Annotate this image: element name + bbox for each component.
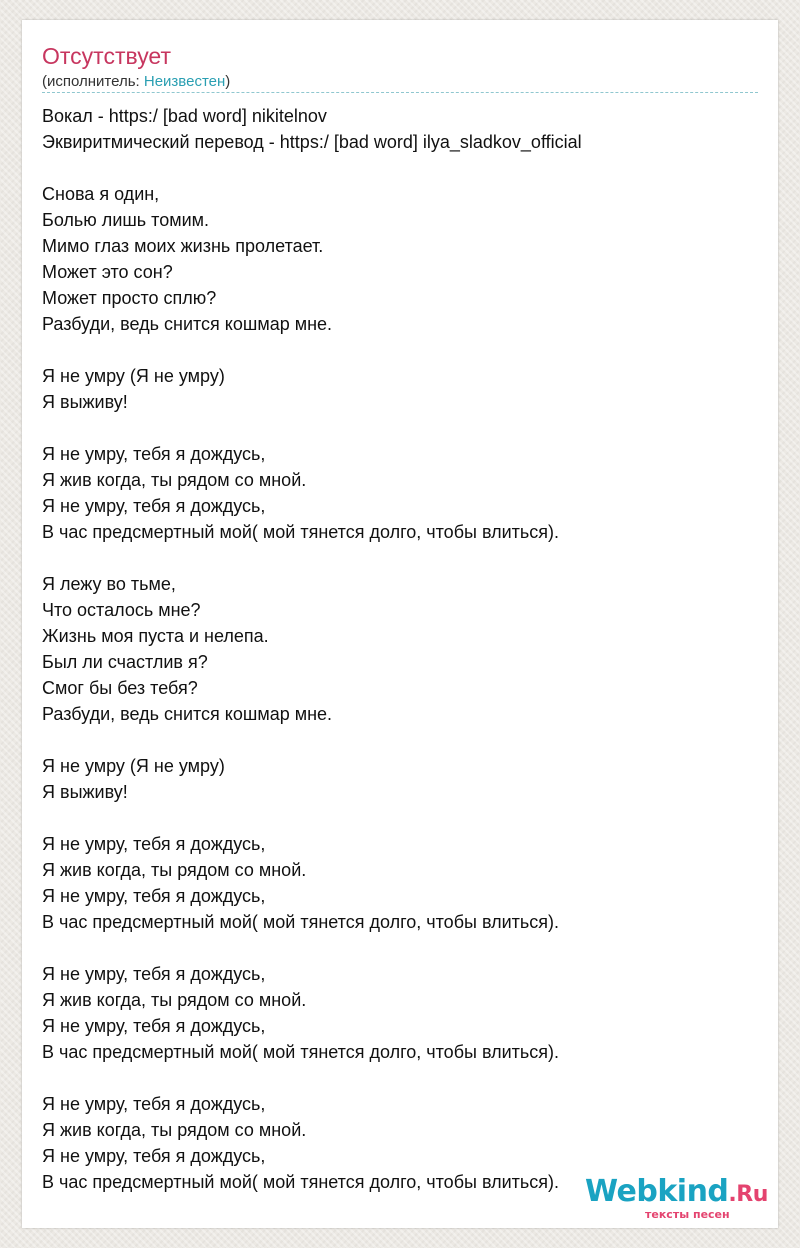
lyric-line: Я не умру (Я не умру) xyxy=(42,366,225,386)
lyric-blank-line xyxy=(42,805,758,831)
webkind-logo xyxy=(585,1172,775,1228)
lyric-blank-line xyxy=(42,935,758,961)
lyric-line: Я не умру, тебя я дождусь, xyxy=(42,496,266,516)
lyric-line: Разбуди, ведь снится кошмар мне. xyxy=(42,704,333,724)
lyric-line: Я не умру, тебя я дождусь, xyxy=(42,886,266,906)
lyric-line: Эквиритмический перевод - https:/ [bad word] ilya_sladkov_official xyxy=(42,132,582,152)
lyric-line: Я не умру, тебя я дождусь, xyxy=(42,834,266,854)
lyric-blank-line xyxy=(42,1065,758,1091)
lyric-line: Я жив когда, ты рядом со мной. xyxy=(42,990,307,1010)
lyric-line: Я не умру, тебя я дождусь, xyxy=(42,964,266,984)
lyric-line: В час предсмертный мой( мой тянется долго, чтобы влиться). xyxy=(42,912,560,932)
lyric-line: Жизнь моя пуста и нелепа. xyxy=(42,626,269,646)
artist-prefix: (исполнитель: xyxy=(42,73,144,90)
logo-tagline: тексты песен xyxy=(645,1208,730,1221)
lyric-line: Я жив когда, ты рядом со мной. xyxy=(42,1120,307,1140)
lyric-line: В час предсмертный мой( мой тянется долго, чтобы влиться). xyxy=(42,1042,560,1062)
lyric-line: Я жив когда, ты рядом со мной. xyxy=(42,470,307,490)
lyric-line: Болью лишь томим. xyxy=(42,210,210,230)
lyric-line: Я не умру, тебя я дождусь, xyxy=(42,1016,266,1036)
lyric-line: Я не умру, тебя я дождусь, xyxy=(42,444,266,464)
lyric-line: Разбуди, ведь снится кошмар мне. xyxy=(42,314,333,334)
lyric-line: Вокал - https:/ [bad word] nikitelnov xyxy=(42,106,327,126)
lyrics-card xyxy=(22,20,778,1228)
lyric-blank-line xyxy=(42,337,758,363)
lyric-line: В час предсмертный мой( мой тянется долго, чтобы влиться). xyxy=(42,1172,560,1192)
lyric-line: Я не умру, тебя я дождусь, xyxy=(42,1146,266,1166)
lyrics-text xyxy=(42,103,758,1195)
lyric-blank-line xyxy=(42,727,758,753)
lyric-line: Что осталось мне? xyxy=(42,600,201,620)
lyric-line: Я выживу! xyxy=(42,392,128,412)
lyric-blank-line xyxy=(42,545,758,571)
lyric-line: Я лежу во тьме, xyxy=(42,574,176,594)
lyric-line: Я не умру (Я не умру) xyxy=(42,756,225,776)
logo-tld: .Ru xyxy=(728,1182,768,1207)
title-divider xyxy=(42,92,758,93)
lyric-blank-line xyxy=(42,415,758,441)
lyric-line: Снова я один, xyxy=(42,184,160,204)
lyric-line: Я выживу! xyxy=(42,782,128,802)
logo-brand: Webkind xyxy=(585,1174,729,1209)
artist-suffix: ) xyxy=(225,73,231,90)
lyric-line: Был ли счастлив я? xyxy=(42,652,208,672)
artist-line xyxy=(42,73,230,91)
lyric-line: В час предсмертный мой( мой тянется долго, чтобы влиться). xyxy=(42,522,560,542)
artist-link[interactable]: Неизвестен xyxy=(143,73,226,90)
song-title: Отсутствует xyxy=(42,43,171,69)
lyric-line: Смог бы без тебя? xyxy=(42,678,198,698)
lyric-line: Может это сон? xyxy=(42,262,173,282)
lyric-line: Я не умру, тебя я дождусь, xyxy=(42,1094,266,1114)
lyric-line: Я жив когда, ты рядом со мной. xyxy=(42,860,307,880)
lyric-line: Может просто сплю? xyxy=(42,288,217,308)
lyric-blank-line xyxy=(42,155,758,181)
lyric-line: Мимо глаз моих жизнь пролетает. xyxy=(42,236,324,256)
